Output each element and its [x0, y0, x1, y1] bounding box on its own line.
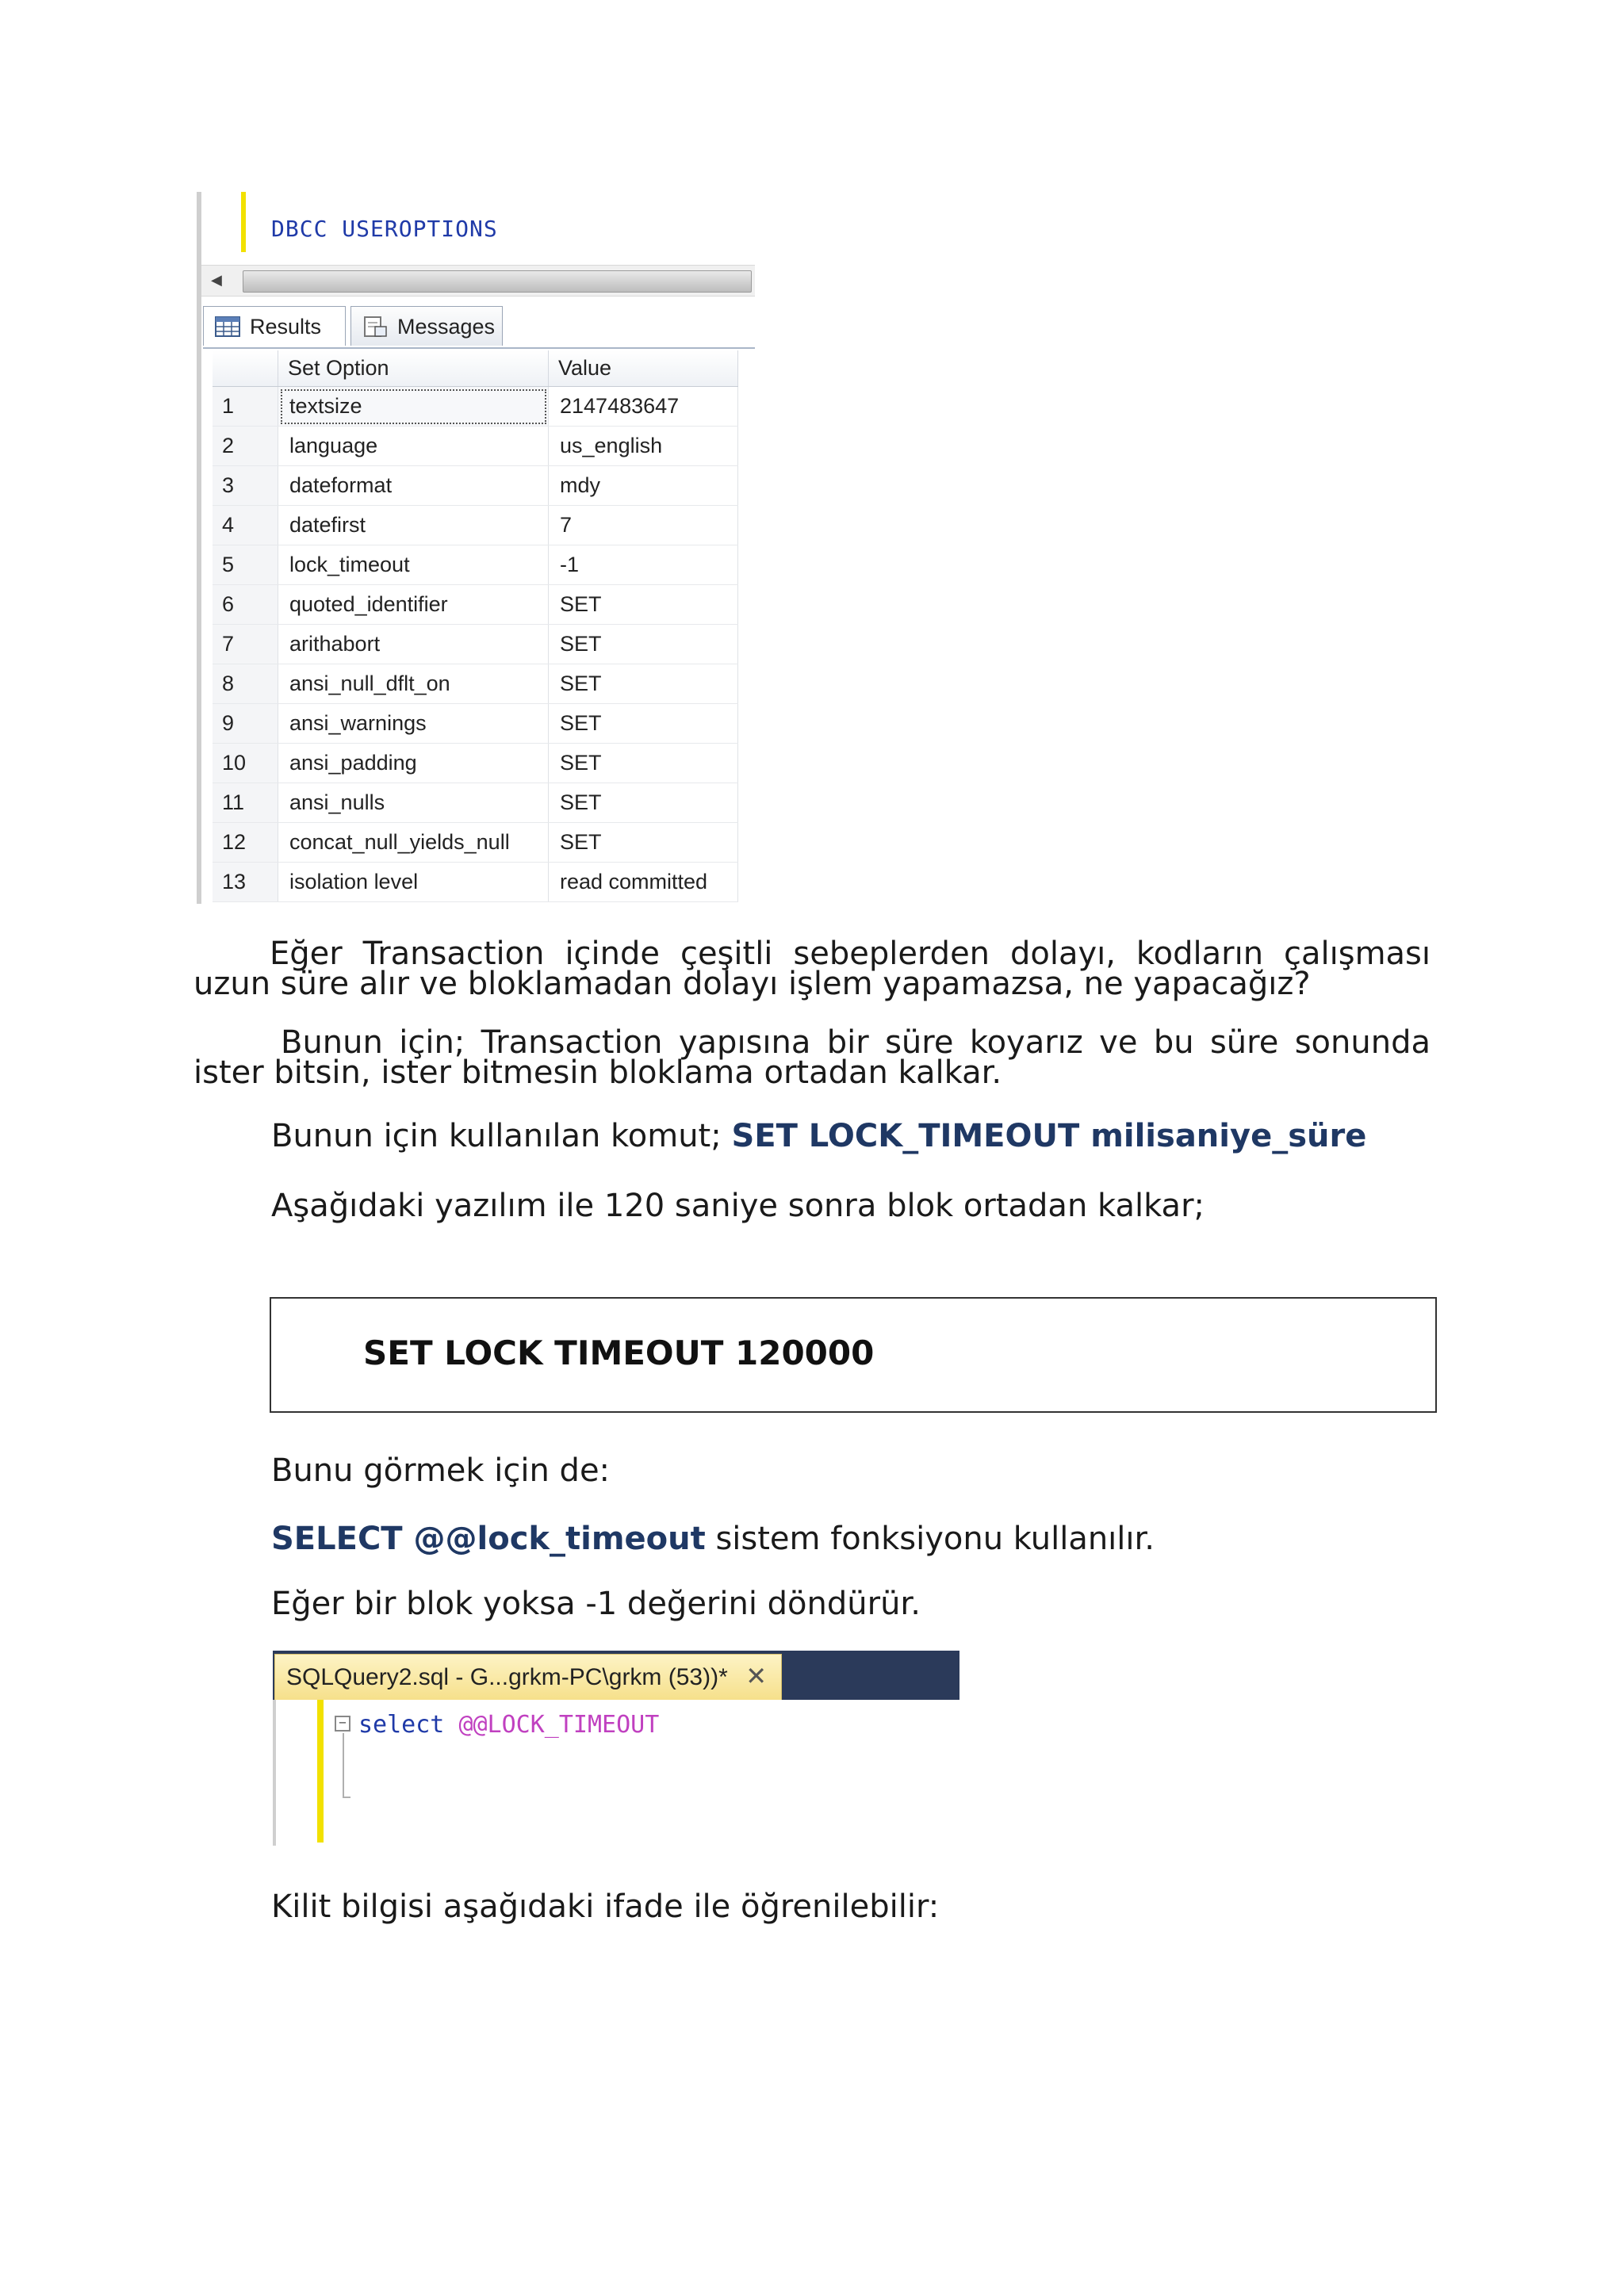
row-number-cell[interactable]: 8 [213, 664, 278, 704]
table-row[interactable] [213, 387, 738, 427]
value-cell[interactable]: mdy [549, 466, 738, 506]
tab-messages-label: Messages [397, 315, 496, 339]
set-option-cell[interactable]: ansi_warnings [278, 704, 549, 744]
row-number-cell[interactable]: 3 [213, 466, 278, 506]
lock-timeout-variable: @@LOCK_TIMEOUT [458, 1711, 660, 1739]
tab-messages[interactable] [350, 306, 503, 346]
system-function-keyword: SELECT @@lock_timeout [271, 1521, 706, 1557]
tab-results-label: Results [250, 315, 322, 339]
horizontal-scrollbar[interactable] [197, 265, 755, 297]
row-number-cell[interactable]: 9 [213, 704, 278, 744]
paragraph-command [271, 1118, 1366, 1154]
table-row[interactable] [213, 863, 738, 902]
value-cell[interactable]: SET [549, 783, 738, 823]
set-option-cell[interactable]: isolation level [278, 863, 549, 902]
command-prefix: Bunun için kullanılan komut; [271, 1118, 722, 1154]
table-row[interactable] [213, 625, 738, 664]
document-tab-title: SQLQuery2.sql - G...grkm-PC\grkm (53))* [286, 1664, 728, 1690]
results-table [213, 350, 738, 902]
code-box [270, 1297, 1437, 1413]
column-header-set-option[interactable]: Set Option [278, 350, 549, 387]
table-row[interactable] [213, 466, 738, 506]
row-number-cell[interactable]: 12 [213, 823, 278, 863]
value-cell[interactable]: -1 [549, 545, 738, 585]
value-cell[interactable]: 2147483647 [549, 387, 738, 427]
document-tab-bar [273, 1651, 959, 1700]
set-option-cell[interactable]: lock_timeout [278, 545, 549, 585]
messages-icon [362, 316, 388, 337]
changed-line-marker [241, 192, 246, 252]
paragraph-question [193, 936, 1431, 1002]
table-row[interactable] [213, 704, 738, 744]
grid-icon [215, 316, 240, 337]
query-text-2 [358, 1711, 659, 1739]
table-row[interactable] [213, 783, 738, 823]
paragraph-question-text: Eğer Transaction içinde çeşitli sebeplerden dolayı, kodların çalışması uzun süre alır ve bloklamadan dolayı işlem yapamazsa, ne yapacağız? [193, 936, 1431, 1002]
row-number-cell[interactable]: 2 [213, 427, 278, 466]
paragraph-example-intro: Aşağıdaki yazılım ile 120 saniye sonra blok ortadan kalkar; [271, 1188, 1205, 1224]
set-option-cell[interactable]: concat_null_yields_null [278, 823, 549, 863]
row-number-cell[interactable]: 4 [213, 506, 278, 545]
query-editor[interactable] [197, 192, 755, 265]
set-option-cell[interactable]: quoted_identifier [278, 585, 549, 625]
set-option-cell[interactable]: ansi_null_dflt_on [278, 664, 549, 704]
lock-timeout-screenshot [273, 1651, 959, 1846]
column-header-value[interactable]: Value [549, 350, 738, 387]
paragraph-answer-text: Bunun için; Transaction yapısına bir süre koyarız ve bu süre sonunda ister bitsin, ister bitmesin bloklama ortadan kalkar. [193, 1024, 1431, 1091]
scroll-thumb[interactable] [243, 270, 752, 293]
row-number-cell[interactable]: 10 [213, 744, 278, 783]
row-number-cell[interactable]: 6 [213, 585, 278, 625]
value-cell[interactable]: SET [549, 744, 738, 783]
value-cell[interactable]: SET [549, 585, 738, 625]
grid-body [213, 387, 738, 902]
row-number-cell[interactable]: 11 [213, 783, 278, 823]
useroptions-screenshot [197, 192, 755, 904]
value-cell[interactable]: 7 [549, 506, 738, 545]
set-option-cell[interactable]: textsize [278, 387, 549, 427]
row-number-cell[interactable]: 1 [213, 387, 278, 427]
row-number-cell[interactable]: 7 [213, 625, 278, 664]
table-row[interactable] [213, 545, 738, 585]
command-keyword: SET LOCK_TIMEOUT milisaniye_süre [731, 1118, 1367, 1154]
value-cell[interactable]: read committed [549, 863, 738, 902]
table-row[interactable] [213, 744, 738, 783]
outline-guide [343, 1733, 344, 1797]
collapse-icon[interactable]: − [335, 1716, 350, 1732]
scroll-left-icon[interactable]: ◀ [211, 272, 222, 289]
set-option-cell[interactable]: datefirst [278, 506, 549, 545]
code-box-text: SET LOCK TIMEOUT 120000 [363, 1334, 875, 1372]
table-row[interactable] [213, 427, 738, 466]
table-row[interactable] [213, 585, 738, 625]
editor-left-border [197, 265, 201, 904]
results-grid[interactable] [213, 350, 755, 902]
row-number-cell[interactable]: 5 [213, 545, 278, 585]
value-cell[interactable]: SET [549, 664, 738, 704]
set-option-cell[interactable]: arithabort [278, 625, 549, 664]
table-row[interactable] [213, 506, 738, 545]
query-text: DBCC USEROPTIONS [271, 216, 498, 242]
query-editor-2[interactable] [273, 1700, 959, 1846]
set-option-cell[interactable]: ansi_nulls [278, 783, 549, 823]
results-tabs [203, 306, 755, 349]
close-icon[interactable]: ✕ [745, 1661, 767, 1691]
system-function-suffix: sistem fonksiyonu kullanılır. [705, 1521, 1155, 1557]
value-cell[interactable]: SET [549, 823, 738, 863]
paragraph-no-block: Eğer bir blok yoksa -1 değerini döndürür. [271, 1586, 921, 1622]
tab-results[interactable] [203, 306, 346, 346]
set-option-cell[interactable]: dateformat [278, 466, 549, 506]
header-row [213, 350, 738, 387]
table-row[interactable] [213, 664, 738, 704]
value-cell[interactable]: SET [549, 704, 738, 744]
row-number-header [213, 350, 278, 387]
paragraph-answer [193, 1024, 1431, 1091]
paragraph-lock-info: Kilit bilgisi aşağıdaki ifade ile öğrenilebilir: [271, 1888, 940, 1925]
changed-line-marker-2 [317, 1700, 324, 1843]
table-row[interactable] [213, 823, 738, 863]
set-option-cell[interactable]: ansi_padding [278, 744, 549, 783]
set-option-cell[interactable]: language [278, 427, 549, 466]
select-keyword: select [358, 1711, 445, 1739]
outline-guide-end [343, 1797, 350, 1798]
value-cell[interactable]: us_english [549, 427, 738, 466]
document-tab[interactable] [274, 1654, 782, 1700]
paragraph-see-intro: Bunu görmek için de: [271, 1452, 611, 1489]
paragraph-system-function [271, 1521, 1155, 1557]
row-number-cell[interactable]: 13 [213, 863, 278, 902]
value-cell[interactable]: SET [549, 625, 738, 664]
